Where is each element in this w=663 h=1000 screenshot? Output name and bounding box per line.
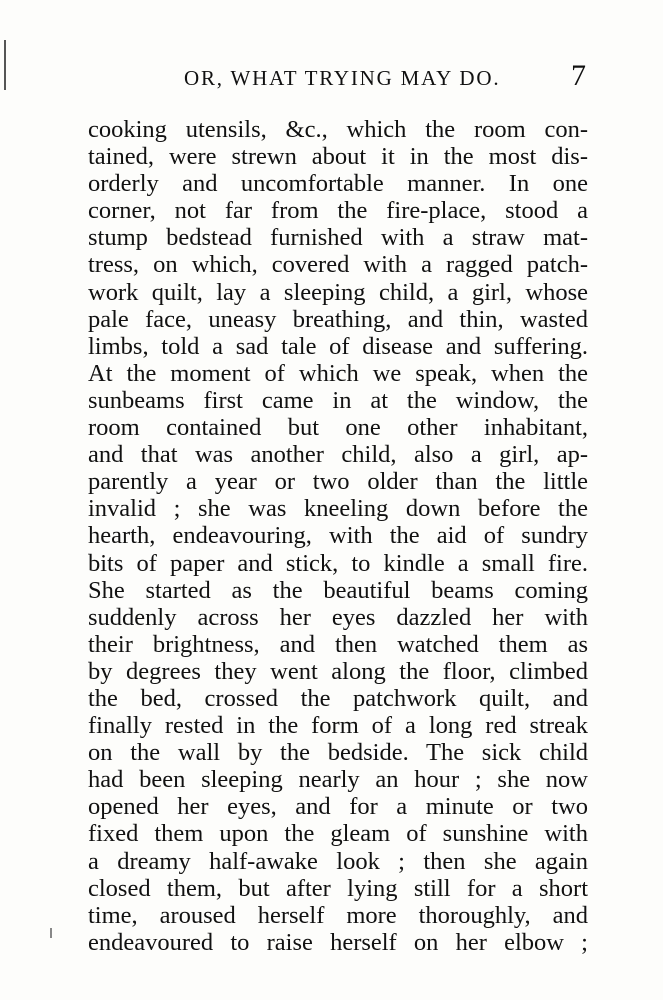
text-line: limbs, told a sad tale of disease and suffering. [88, 332, 588, 360]
text-line: She started as the beautiful beams coming [88, 576, 588, 604]
text-line: had been sleeping nearly an hour ; she now [88, 766, 588, 794]
text-line: orderly and uncomfortable manner. In one [88, 170, 588, 198]
text-line: sunbeams first came in at the window, the [88, 386, 588, 414]
text-line: fixed them upon the gleam of sunshine with [88, 820, 588, 848]
text-line: At the moment of which we speak, when the [88, 359, 588, 387]
text-line: by degrees they went along the floor, climbed [88, 657, 588, 685]
running-head: OR, WHAT TRYING MAY DO. [184, 66, 501, 90]
text-line: and that was another child, also a girl, ap- [88, 441, 588, 469]
text-line: the bed, crossed the patchwork quilt, and [88, 684, 588, 712]
text-line: room contained but one other inhabitant, [88, 414, 588, 442]
text-line: their brightness, and then watched them as [88, 630, 588, 658]
text-line: endeavoured to raise herself on her elbow ; [88, 928, 588, 956]
text-line: bits of paper and stick, to kindle a small fire. [88, 549, 588, 577]
text-line: opened her eyes, and for a minute or two [88, 793, 588, 821]
text-line: cooking utensils, &c., which the room con- [88, 116, 588, 143]
text-line: corner, not far from the fire-place, stood a [88, 197, 588, 225]
text-line: work quilt, lay a sleeping child, a girl, whose [88, 278, 588, 306]
text-line: tress, on which, covered with a ragged patch- [88, 251, 588, 279]
body-text [88, 116, 588, 956]
text-line: a dreamy half-awake look ; then she again [88, 847, 588, 875]
text-line: invalid ; she was kneeling down before the [88, 495, 588, 523]
page-number: 7 [571, 59, 586, 92]
text-line: pale face, uneasy breathing, and thin, wasted [88, 305, 588, 333]
text-line: hearth, endeavouring, with the aid of sundry [88, 522, 588, 550]
text-line: finally rested in the form of a long red streak [88, 712, 588, 740]
margin-mark [50, 928, 52, 938]
text-line: parently a year or two older than the little [88, 468, 588, 496]
text-line: on the wall by the bedside. The sick child [88, 739, 588, 767]
text-line: tained, were strewn about it in the most dis- [88, 143, 588, 171]
page-edge-mark [4, 40, 6, 90]
text-line: suddenly across her eyes dazzled her with [88, 603, 588, 631]
text-line: stump bedstead furnished with a straw mat- [88, 224, 588, 252]
text-line: time, aroused herself more thoroughly, and [88, 901, 588, 929]
text-line: closed them, but after lying still for a short [88, 874, 588, 902]
